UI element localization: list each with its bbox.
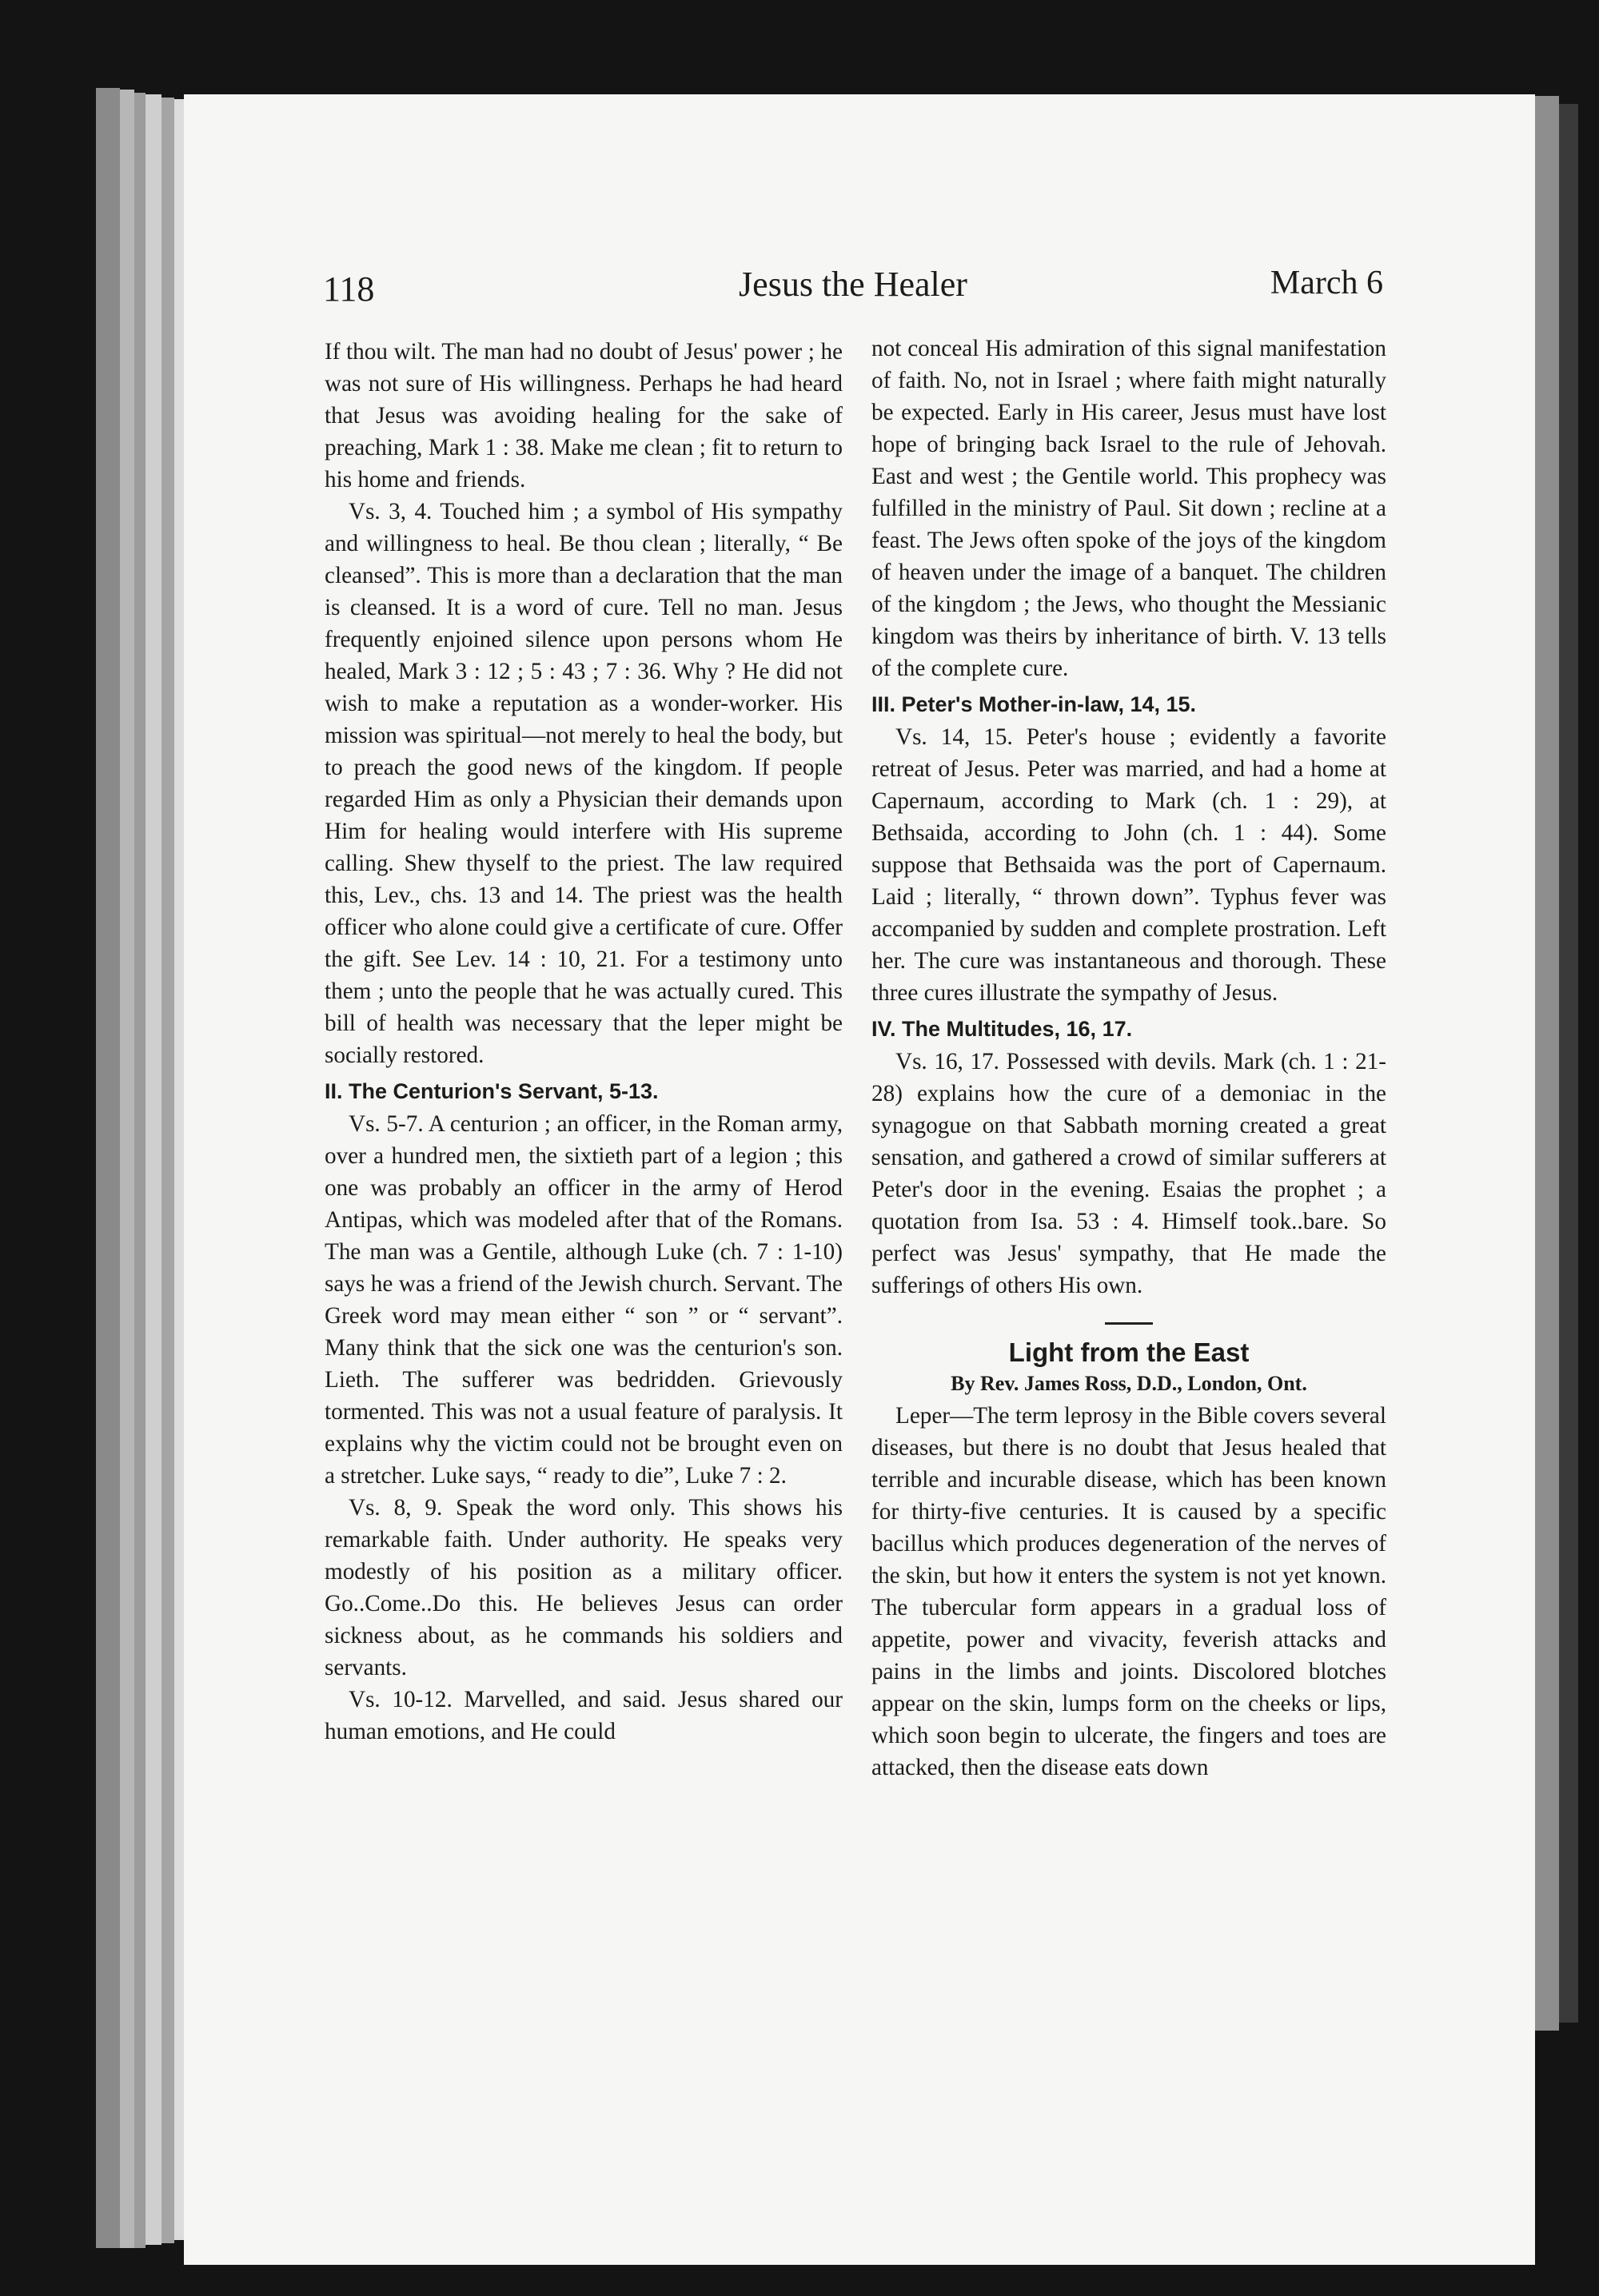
divider bbox=[1105, 1322, 1153, 1325]
running-title: Jesus the Healer bbox=[739, 265, 967, 304]
page-number: 118 bbox=[323, 269, 375, 309]
running-header bbox=[323, 264, 1383, 312]
section-heading: III. Peter's Mother-in-law, 14, 15. bbox=[871, 692, 1197, 716]
byline: By Rev. James Ross, D.D., London, Ont. bbox=[951, 1372, 1307, 1395]
section-heading: IV. The Multitudes, 16, 17. bbox=[871, 1017, 1133, 1041]
page-edge bbox=[120, 90, 134, 2248]
paragraph: Vs. 3, 4. Touched him ; a symbol of His sympathy and willingness to heal. Be thou clean ; literally, “ Be cleansed”. This is more than a declaration that the man is cleansed. It is a word of cure. Tell no man. Jesus frequently enjoined silence upon persons whom He healed, Mark 3 : 12 ; 5 : 43 ; 7 : 36. Why ? He did not wish to make a reputation as a wonder-worker. His mission was spiritual—not merely to heal the body, but to preach the good news of the kingdom. If people regarded Him as only a Physician their demands upon Him for healing would interfere with His supreme calling. Shew thyself to the priest. The law required this, Lev., chs. 13 and 14. The priest was the health officer who alone could give a certificate of cure. Offer the gift. See Lev. 14 : 10, 21. For a testimony unto them ; unto the people that he was actually cured. This bill of health was necessary that the leper might be socially restored. bbox=[325, 499, 843, 1068]
article-title: Light from the East bbox=[1008, 1337, 1250, 1367]
paragraph: Vs. 10-12. Marvelled, and said. Jesus shared our human emotions, and He could bbox=[325, 1687, 843, 1744]
paragraph: If thou wilt. The man had no doubt of Jesus' power ; he was not sure of His willingness. Perhaps he had heard that Jesus was avoiding healing for the sake of preaching, Mark 1 : 38. Make me clean ; fit to return to his home and friends. bbox=[325, 339, 843, 492]
paragraph: Vs. 14, 15. Peter's house ; evidently a favorite retreat of Jesus. Peter was married, and had a home at Capernaum, according to Mark (ch. 1 : 29), at Bethsaida, according to John (ch. 1 : 44). Some suppose that Bethsaida was the port of Capernaum. Laid ; literally, “ thrown down”. Typhus fever was accompanied by sudden and complete prostration. Left her. The cure was instantaneous and thorough. These three cures illustrate the sympathy of Jesus. bbox=[871, 724, 1386, 1006]
page-edge bbox=[134, 93, 146, 2248]
header-date: March 6 bbox=[1270, 265, 1383, 301]
page-edge bbox=[161, 98, 174, 2243]
paragraph: Vs. 5-7. A centurion ; an officer, in the Roman army, over a hundred men, the sixtieth part of a legion ; this one was probably an officer in the army of Herod Antipas, which was modeled after that of the Romans. The man was a Gentile, although Luke (ch. 7 : 1-10) says he was a friend of the Jewish church. Servant. The Greek word may mean either “ son ” or “ servant”. Many think that the sick one was the centurion's son. Lieth. The sufferer was bedridden. Grievously tormented. This was not a usual feature of paralysis. It explains why the victim could not be brought even on a stretcher. Luke says, “ ready to die”, Luke 7 : 2. bbox=[325, 1111, 843, 1489]
book-spine-shadow bbox=[1559, 104, 1578, 2023]
page-edge bbox=[174, 99, 184, 2240]
paragraph: Vs. 16, 17. Possessed with devils. Mark (ch. 1 : 21-28) explains how the cure of a demoniac in the synagogue on that Sabbath morning created a great sensation, and gathered a crowd of similar sufferers at Peter's door in the evening. Esaias the prophet ; a quotation from Isa. 53 : 4. Himself took..bare. So perfect was Jesus' sympathy, that He made the sufferings of others His own. bbox=[871, 1049, 1386, 1298]
paragraph: not conceal His admiration of this signal manifestation of faith. No, not in Israel ; where faith might naturally be expected. Early in His career, Jesus must have lost hope of bringing back Israel to the rule of Jehovah. East and west ; the Gentile world. This prophecy was fulfilled in the ministry of Paul. Sit down ; recline at a feast. The Jews often spoke of the joys of the kingdom of heaven under the image of a banquet. The children of the kingdom ; the Jews, who thought the Messianic kingdom was theirs by inheritance of birth. V. 13 tells of the complete cure. bbox=[871, 336, 1386, 681]
page-edge bbox=[146, 94, 161, 2245]
section-heading: II. The Centurion's Servant, 5-13. bbox=[325, 1079, 659, 1103]
paragraph: Vs. 8, 9. Speak the word only. This shows his remarkable faith. Under authority. He speaks very modestly of his position as a military officer. Go..Come..Do this. He believes Jesus can order sickness about, as he commands his soldiers and servants. bbox=[325, 1495, 843, 1680]
page-edge bbox=[96, 88, 120, 2248]
right-column bbox=[871, 333, 1386, 1784]
paragraph: Leper—The term leprosy in the Bible covers several diseases, but there is no doubt that Jesus healed that terrible and incurable disease, which has been known for thirty-five centuries. It is caused by a specific bacillus which produces degeneration of the nerves of the skin, but how it enters the system is not yet known. The tubercular form appears in a gradual loss of appetite, power and vivacity, feverish attacks and pains in the limbs and joints. Discolored blotches appear on the skin, lumps form on the cheeks or lips, which soon begin to ulcerate, the fingers and toes are attacked, then the disease eats down bbox=[871, 1403, 1386, 1780]
book-spine bbox=[1535, 96, 1559, 2031]
left-column bbox=[325, 336, 843, 1748]
